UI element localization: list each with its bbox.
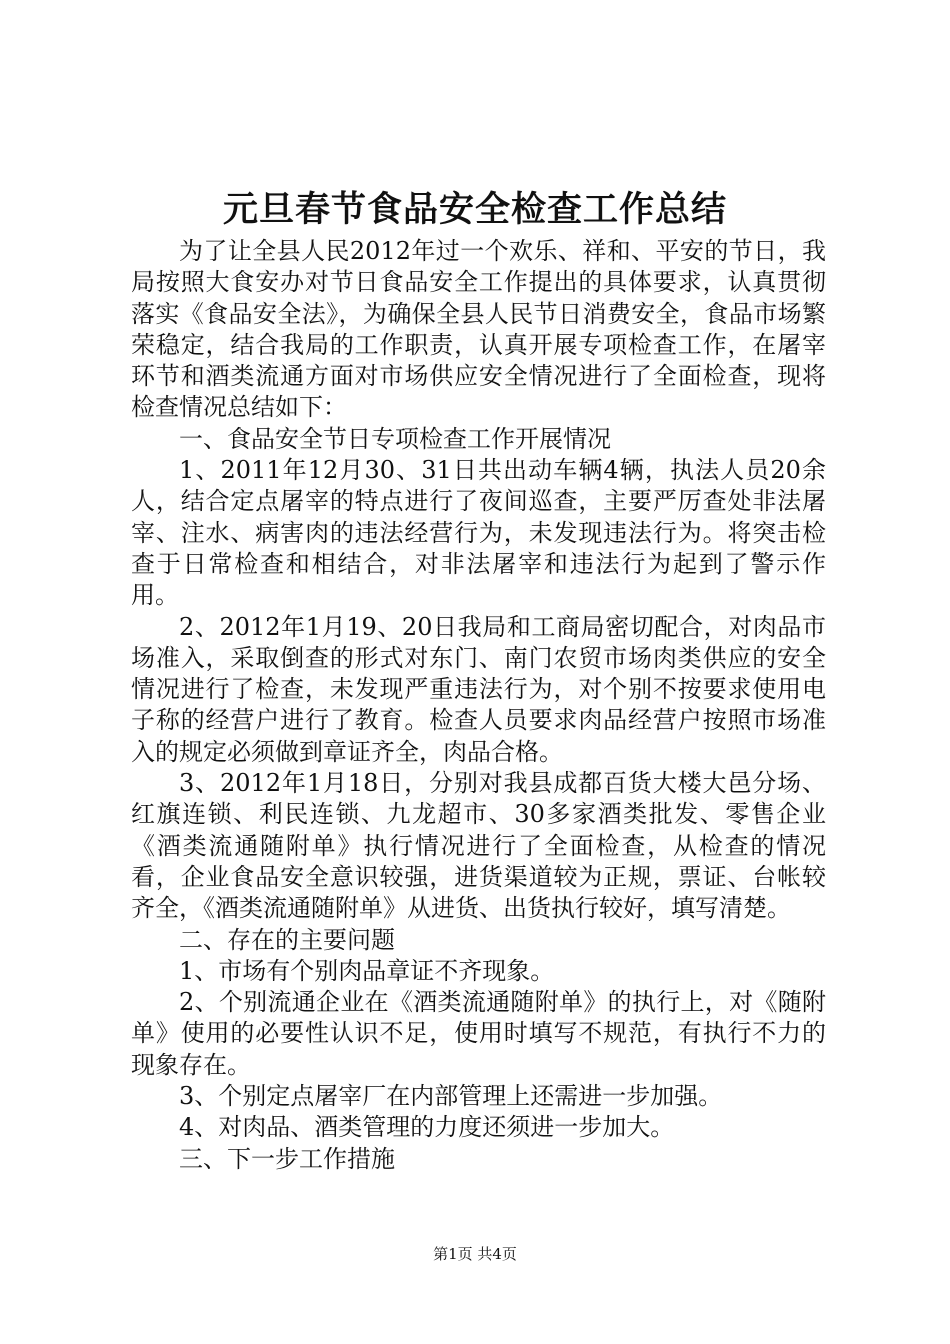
section-2-item-1: 1、市场有个别肉品章证不齐现象。 <box>179 956 555 985</box>
section-1-item-2: 2、2012年1月19、20日我局和工商局密切配合，对肉品市场准入，采取倒查的形式对东门、南门农贸市场肉类供应的安全情况进行了检查，未发现严重违法行为，对个别不按要求使用电子称的经营户进行了教育。检查人员要求肉品经营户按照市场准入的规定必须做到章证齐全，肉品合格。 <box>131 612 826 766</box>
page-footer: 第1页 共4页 <box>433 1245 517 1263</box>
section-2-item-3: 3、个别定点屠宰厂在内部管理上还需进一步加强。 <box>179 1082 723 1111</box>
section-1-item-3: 3、2012年1月18日，分别对我县成都百货大楼大邑分场、红旗连锁、利民连锁、九龙超市、30多家酒类批发、零售企业《酒类流通随附单》执行情况进行了全面检查，从检查的情况看，企业食品安全意识较强，进货渠道较为正规，票证、台帐较齐全，《酒类流通随附单》从进货、出货执行较好，填写清楚。 <box>131 769 826 923</box>
intro-paragraph: 为了让全县人民2012年过一个欢乐、祥和、平安的节日，我局按照大食安办对节日食品安全工作提出的具体要求，认真贯彻落实《食品安全法》，为确保全县人民节日消费安全，食品市场繁荣稳定，结合我局的工作职责，认真开展专项检查工作，在屠宰环节和酒类流通方面对市场供应安全情况进行了全面检查，现将检查情况总结如下： <box>131 237 826 422</box>
section-heading-3: 三、下一步工作措施 <box>179 1144 395 1173</box>
section-2-item-2: 2、个别流通企业在《酒类流通随附单》的执行上，对《随附单》使用的必要性认识不足，使用时填写不规范，有执行不力的现象存在。 <box>131 988 826 1079</box>
section-heading-2: 二、存在的主要问题 <box>179 925 395 954</box>
section-heading-1: 一、食品安全节日专项检查工作开展情况 <box>179 424 611 453</box>
document-body <box>131 236 826 1175</box>
section-1-item-1: 1、2011年12月30、31日共出动车辆4辆，执法人员20余人，结合定点屠宰的特点进行了夜间巡查，主要严厉查处非法屠宰、注水、病害肉的违法经营行为，未发现违法行为。将突击检查于日常检查和相结合，对非法屠宰和违法行为起到了警示作用。 <box>131 456 826 610</box>
document-title: 元旦春节食品安全检查工作总结 <box>222 189 727 230</box>
section-2-item-4: 4、对肉品、酒类管理的力度还须进一步加大。 <box>179 1113 675 1142</box>
